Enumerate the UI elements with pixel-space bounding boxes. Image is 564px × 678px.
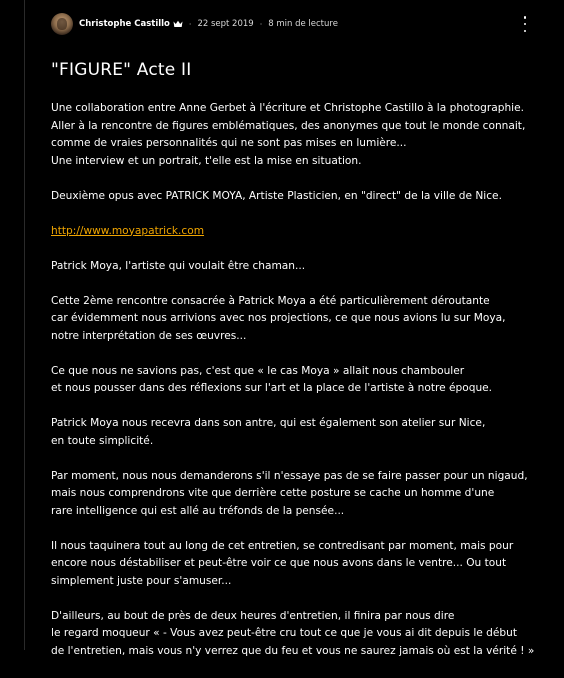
text-line: de l'entretien, mais vous n'y verrez que du feu et vous ne saurez jamais où est la vérité ! » <box>51 644 535 657</box>
text-line: comme de vraies personnalités qui ne sont pas mises en lumière... <box>51 137 407 149</box>
post-title: "FIGURE" Acte II <box>51 60 192 80</box>
text-line: Par moment, nous nous demanderons s'il n'essaye pas de se faire passer pour un nigaud, <box>51 469 528 482</box>
author-avatar[interactable] <box>51 13 73 35</box>
paragraph-antre <box>51 415 531 450</box>
text-line: Il nous taquinera tout au long de cet entretien, se contredisant par moment, mais pour <box>51 539 514 552</box>
text-line: Cette 2ème rencontre consacrée à Patrick Moya a été particulièrement déroutante <box>51 294 490 307</box>
text-line: notre interprétation de ses œuvres... <box>51 329 247 342</box>
paragraph-encounter <box>51 293 531 346</box>
text-line: encore nous déstabiliser et peut-être voir ce que nous avons dans le ventre... Ou tout <box>51 557 507 569</box>
vertical-ellipsis-icon <box>524 30 527 33</box>
blog-post-card <box>24 0 564 657</box>
artist-website-link[interactable]: http://www.moyapatrick.com <box>51 224 205 237</box>
text-line: simplement juste pour s'amuser... <box>51 574 232 587</box>
text-line: Patrick Moya nous recevra dans son antre, qui est également son atelier sur Nice, <box>51 417 486 429</box>
paragraph-intro <box>51 100 531 170</box>
text-line: en toute simplicité. <box>51 434 154 447</box>
text-line: rare intelligence qui est allé au tréfonds de la pensée... <box>51 504 345 517</box>
text-line: et nous pousser dans des réflexions sur l'art et la place de l'artiste à notre époque. <box>51 382 493 394</box>
text-line: Une collaboration entre Anne Gerbet à l'écriture et Christophe Castillo à la photographie. <box>51 102 525 114</box>
text-line: car évidemment nous arrivions avec nos projections, ce que nous avions lu sur Moya, <box>51 312 506 324</box>
vertical-ellipsis-icon <box>524 16 527 19</box>
text-line: Une interview et un portrait, t'elle est la mise en situation. <box>51 154 362 167</box>
paragraph-ailleurs <box>51 608 535 661</box>
text-line: le regard moqueur « - Vous avez peut-être cru tout ce que je vous ai dit depuis le début <box>51 627 518 639</box>
text-line: D'ailleurs, au bout de près de deux heures d'entretien, il finira par nous dire <box>51 609 455 622</box>
crown-icon <box>173 20 183 28</box>
paragraph-nigaud <box>51 468 531 521</box>
text-line: Ce que nous ne savions pas, c'est que « le cas Moya » allait nous chambouler <box>51 364 465 377</box>
more-options-button[interactable] <box>522 16 528 32</box>
paragraph-second-opus <box>51 188 531 206</box>
read-time: 8 min de lecture <box>268 19 338 29</box>
meta-separator: · <box>259 19 263 29</box>
paragraph-cas-moya <box>51 363 531 398</box>
paragraph-link <box>51 223 531 241</box>
text-line: Aller à la rencontre de figures emblématiques, des anonymes que tout le monde connait, <box>51 119 526 132</box>
post-date: 22 sept 2019 <box>197 19 254 29</box>
vertical-ellipsis-icon <box>524 23 527 26</box>
post-header <box>51 13 338 35</box>
text-line: Deuxième opus avec PATRICK MOYA, Artiste Plasticien, en "direct" de la ville de Nice. <box>51 189 502 202</box>
author-name[interactable]: Christophe Castillo <box>79 19 170 29</box>
text-line: Patrick Moya, l'artiste qui voulait être chaman... <box>51 259 306 272</box>
text-line: mais nous comprendrons vite que derrière cette posture se cache un homme d'une <box>51 487 495 499</box>
meta-separator: · <box>188 19 192 29</box>
post-body <box>51 100 535 678</box>
paragraph-chaman <box>51 258 531 276</box>
paragraph-taquinera <box>51 538 531 591</box>
